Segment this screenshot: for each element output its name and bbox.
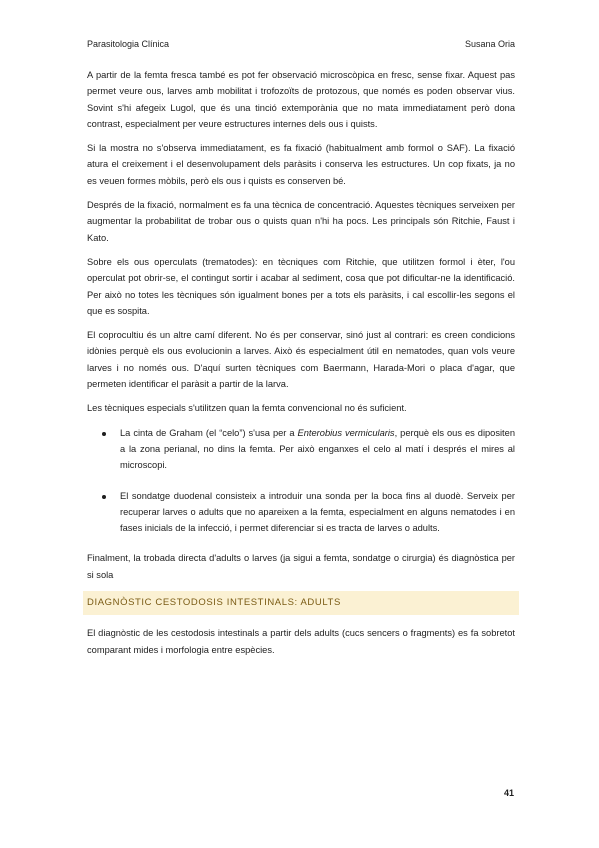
bullet-icon xyxy=(102,432,106,436)
section-heading: DIAGNÒSTIC CESTODOSIS INTESTINALS: ADULTS xyxy=(83,591,519,615)
list-item xyxy=(87,425,515,474)
header-author: Susana Oria xyxy=(464,39,515,49)
paragraph-direct-finding: Finalment, la trobada directa d'adults o larves (ja sigui a femta, sondatge o cirurgia) és diagnòstica per si sola xyxy=(87,553,515,580)
list-item xyxy=(87,488,515,537)
bullet-icon xyxy=(102,495,106,499)
paragraph-special-techniques: Les tècniques especials s'utilitzen quan la femta convencional no és suficient. xyxy=(87,403,407,414)
special-techniques-list xyxy=(87,425,515,537)
paragraph-fixation: Si la mostra no s'observa immediatament, es fa fixació (habitualment amb formol o SAF). La fixació atura el creixement i el desenvolupament dels paràsits i conserva les estructures. Un cop fixats, ja no es veuen formes mòbils, però els ous i quists es conserven bé. xyxy=(87,143,515,186)
page-number: 41 xyxy=(503,788,514,798)
header-course-title: Parasitologia Clínica xyxy=(87,39,170,49)
bullet-text: El sondatge duodenal consisteix a introduir una sonda per la boca fins al duodè. Serveix per recuperar larves o adults que no apareixen a la femta, especialment en alguns nematodes i en fases inicials de la infecció, i permet diferenciar si es tracta de larves o adults. xyxy=(120,490,515,534)
page-header xyxy=(87,39,515,53)
paragraph-cestodosis-diagnosis: El diagnòstic de les cestodosis intestinals a partir dels adults (cucs sencers o fragments) es fa sobretot comparant mides i morfologia entre espècies. xyxy=(87,628,515,655)
paragraph-fresh-observation: A partir de la femta fresca també es pot fer observació microscòpica en fresc, sense fixar. Aquest pas permet veure ous, larves amb mobilitat i trofozoïts de protozous, que només es poden observar vius. Sovint s'hi afegeix Lugol, que és una tinció extemporània que no mata immediatament però dona contrast, especialment per veure estructures internes dels ous i quists. xyxy=(87,70,515,129)
page-content xyxy=(87,67,515,666)
species-name: Enterobius vermicularis xyxy=(297,427,395,438)
bullet-text-start: La cinta de Graham (el “celo”) s'usa per a xyxy=(120,427,298,438)
paragraph-operculated-eggs: Sobre els ous operculats (trematodes): en tècniques com Ritchie, que utilitzen formol i èter, l'ou operculat pot obrir-se, el contingut sortir i acabar al sediment, cosa que pot dificultar-ne la identificació. Per això no totes les tècniques són igualment bones per a tots els paràsits, i cal escollir-les segons el que es sospita. xyxy=(87,256,515,316)
bullet-text-end: , perquè els ous es dipositen a la zona perianal, no dins la femta. Per això enganxes el celo al matí i després el mires al microscopi. xyxy=(120,427,515,471)
paragraph-concentration: Després de la fixació, normalment es fa una tècnica de concentració. Aquestes tècniques serveixen per augmentar la probabilitat de trobar ous o quists quan n'hi ha pocs. Les principals són Ritchie, Faust i Kato. xyxy=(87,200,515,243)
paragraph-coproculture: El coprocultiu és un altre camí diferent. No és per conservar, sinó just al contrari: es creen condicions idònies perquè els ous evolucionin a larves. Això és especialment útil en nematodes, quan vols veure larves i no només ous. D'aquí surten tècniques com Baermann, Harada-Mori o placa d'agar, que permeten identificar el paràsit a partir de la larva. xyxy=(87,330,515,390)
